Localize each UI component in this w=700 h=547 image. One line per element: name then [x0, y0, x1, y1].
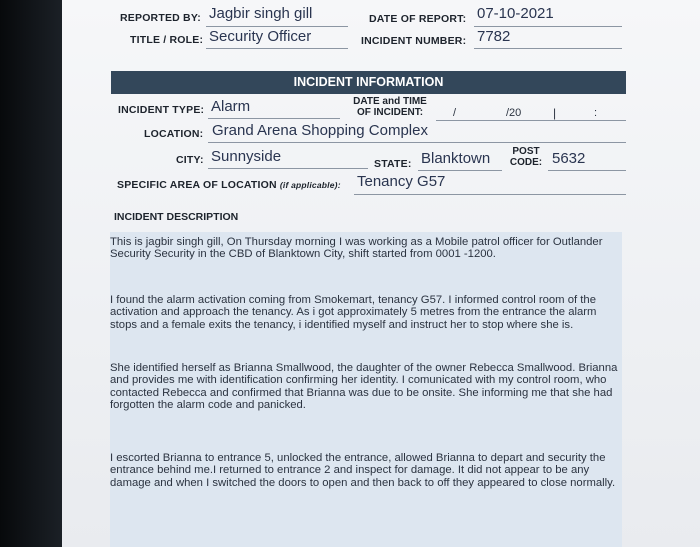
city-underline	[208, 168, 368, 169]
incident-information-header: INCIDENT INFORMATION	[111, 71, 626, 94]
date-of-report-underline	[474, 26, 622, 27]
state-label: STATE:	[374, 158, 412, 170]
title-role-value[interactable]: Security Officer	[209, 28, 312, 45]
reported-by-label: REPORTED BY:	[120, 12, 201, 24]
incident-type-value[interactable]: Alarm	[211, 98, 251, 115]
description-paragraph-1: This is jagbir singh gill, On Thursday morning I was working as a Mobile patrol officer for Outlander Security Security in the CBD of Blanktown City, shift started from 0001 -1200.	[110, 236, 603, 261]
photo-shadow	[0, 0, 62, 547]
date-separator: /	[453, 107, 457, 119]
incident-type-underline	[208, 118, 340, 119]
description-paragraph-4: I escorted Brianna to entrance 5, unlocked the entrance, allowed Brianna to depart and security the entrance behind me.I returned to entrance 2 and inspect for damage. It did not appear to be any damage and when I switched the doors to open and then back to off they appeared to close normally.	[110, 452, 616, 489]
location-label: LOCATION:	[144, 128, 204, 140]
incident-description-heading: INCIDENT DESCRIPTION	[114, 211, 239, 223]
city-label: CITY:	[176, 154, 204, 166]
title-role-underline	[206, 48, 348, 49]
post-code-label: POST CODE:	[509, 146, 543, 168]
specific-area-underline	[354, 194, 626, 195]
date-time-divider: |	[553, 106, 557, 120]
state-value[interactable]: Blanktown	[421, 150, 491, 167]
incident-type-label: INCIDENT TYPE:	[118, 104, 205, 116]
incident-number-label: INCIDENT NUMBER:	[361, 35, 467, 47]
date-time-label: DATE and TIME OF INCIDENT:	[353, 96, 427, 118]
date-of-report-label: DATE OF REPORT:	[369, 13, 467, 25]
date-year-prefix: /20	[506, 107, 522, 119]
state-underline	[418, 170, 502, 171]
description-paragraph-3: She identified herself as Brianna Smallwood, the daughter of the owner Rebecca Smallwood. Brianna and provides me with identification confirming her identity. I comunicated with my control room, who contacted Rebecca and confirmed that Brianna was due to be onsite. She informing me that she had forgotten the alarm code and panicked.	[110, 362, 618, 412]
date-of-report-value[interactable]: 07-10-2021	[477, 5, 554, 22]
reported-by-value[interactable]: Jagbir singh gill	[209, 5, 313, 22]
incident-number-value[interactable]: 7782	[477, 28, 511, 45]
post-code-value[interactable]: 5632	[552, 150, 586, 167]
location-underline	[208, 142, 626, 143]
title-role-label: TITLE / ROLE:	[130, 34, 204, 46]
reported-by-underline	[206, 26, 348, 27]
time-colon: :	[594, 107, 598, 119]
specific-area-label: SPECIFIC AREA OF LOCATION (if applicable):	[117, 179, 341, 191]
city-value[interactable]: Sunnyside	[211, 148, 282, 165]
specific-area-value[interactable]: Tenancy G57	[357, 173, 446, 190]
description-paragraph-2: I found the alarm activation coming from Smokemart, tenancy G57. I informed control room of the activation and approach the tenancy. As i got approximately 5 metres from the entrance the alarm stops and a female exits the tenancy, i identified myself and instruct her to stop where she is.	[110, 294, 597, 331]
post-code-underline	[548, 170, 626, 171]
incident-number-underline	[474, 48, 622, 49]
location-value[interactable]: Grand Arena Shopping Complex	[212, 122, 428, 139]
date-time-underline	[436, 120, 626, 121]
specific-area-note: (if applicable):	[279, 180, 341, 190]
